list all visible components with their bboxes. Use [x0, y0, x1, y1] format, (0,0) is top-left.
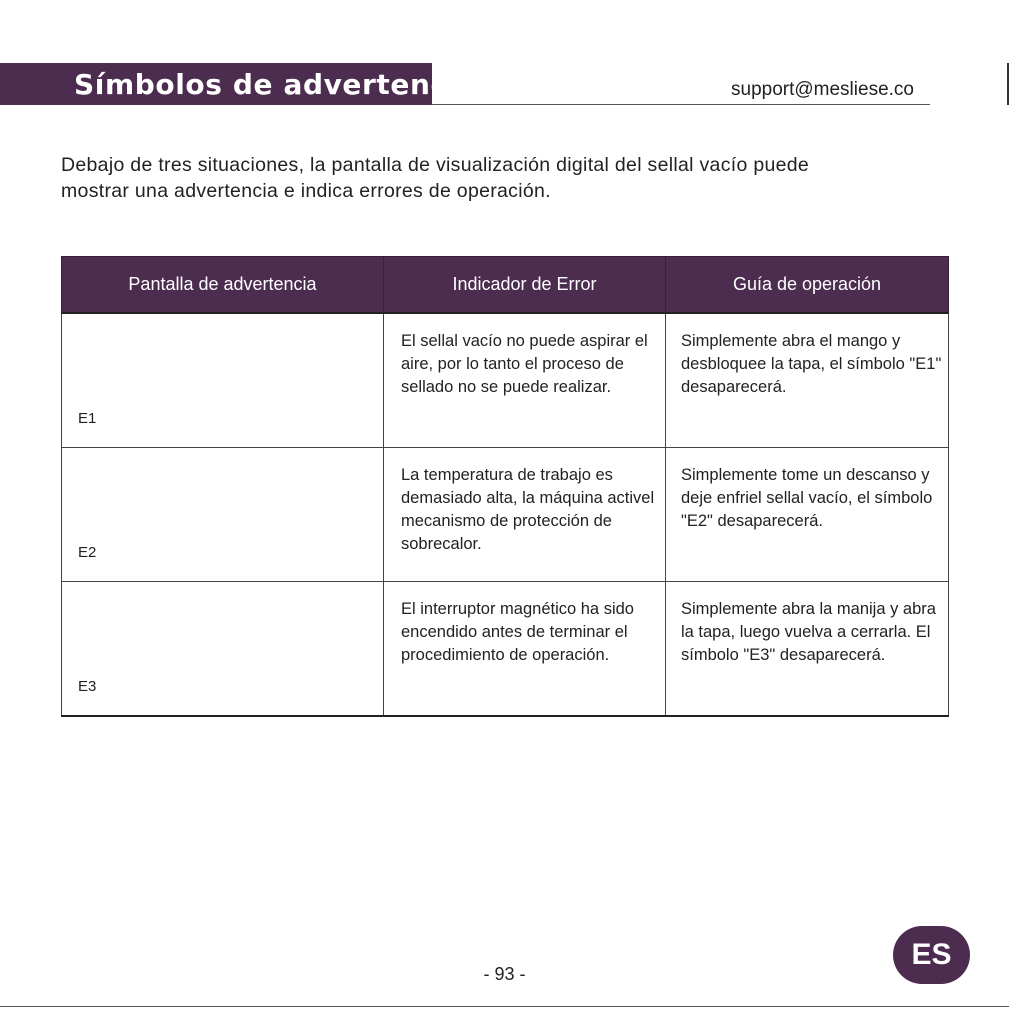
operation-guide-cell [666, 448, 949, 582]
error-description: El sellal vacío no puede aspirar el aire, por lo tanto el proceso de sellado no se puede realizar. [401, 332, 648, 396]
warning-display-cell [62, 448, 384, 582]
warning-table [61, 256, 949, 717]
table-row [62, 448, 949, 582]
support-email: support@mesliese.co [731, 79, 914, 100]
language-badge: ES [893, 926, 970, 984]
warning-display-cell [62, 582, 384, 717]
table-row [62, 582, 949, 717]
error-code: E3 [78, 678, 97, 695]
table-header-row [62, 257, 949, 314]
page-title: Símbolos de advertencia [74, 68, 478, 101]
operation-instruction: Simplemente tome un descanso y deje enfriel sellal vacío, el símbolo "E2" desaparecerá. [681, 466, 933, 530]
operation-instruction: Simplemente abra la manija y abra la tapa, luego vuelva a cerrarla. El símbolo "E3" desaparecerá. [681, 600, 936, 664]
intro-line-1: Debajo de tres situaciones, la pantalla de visualización digital del sellal vacío puede [61, 154, 810, 176]
intro-paragraph [61, 152, 941, 204]
operation-instruction: Simplemente abra el mango y desbloquee la tapa, el símbolo "E1" desaparecerá. [681, 332, 942, 396]
header-error-indicator: Indicador de Error [384, 257, 666, 314]
intro-line-2: mostrar una advertencia e indica errores de operación. [61, 180, 551, 202]
warning-display-cell [62, 313, 384, 448]
header-rule [432, 104, 930, 105]
bottom-rule [0, 1006, 1009, 1007]
operation-guide-cell [666, 582, 949, 717]
error-code: E1 [78, 410, 97, 427]
error-indicator-cell [384, 582, 666, 717]
operation-guide-cell [666, 313, 949, 448]
error-indicator-cell [384, 313, 666, 448]
table-row [62, 313, 949, 448]
error-code: E2 [78, 544, 97, 561]
error-indicator-cell [384, 448, 666, 582]
header-warning-display: Pantalla de advertencia [62, 257, 384, 314]
error-description: El interruptor magnético ha sido encendido antes de terminar el procedimiento de operación. [401, 600, 634, 664]
error-description: La temperatura de trabajo es demasiado alta, la máquina activel mecanismo de protección de sobrecalor. [401, 466, 655, 553]
page-number: - 93 - [483, 964, 526, 984]
header-operation-guide: Guía de operación [666, 257, 949, 314]
